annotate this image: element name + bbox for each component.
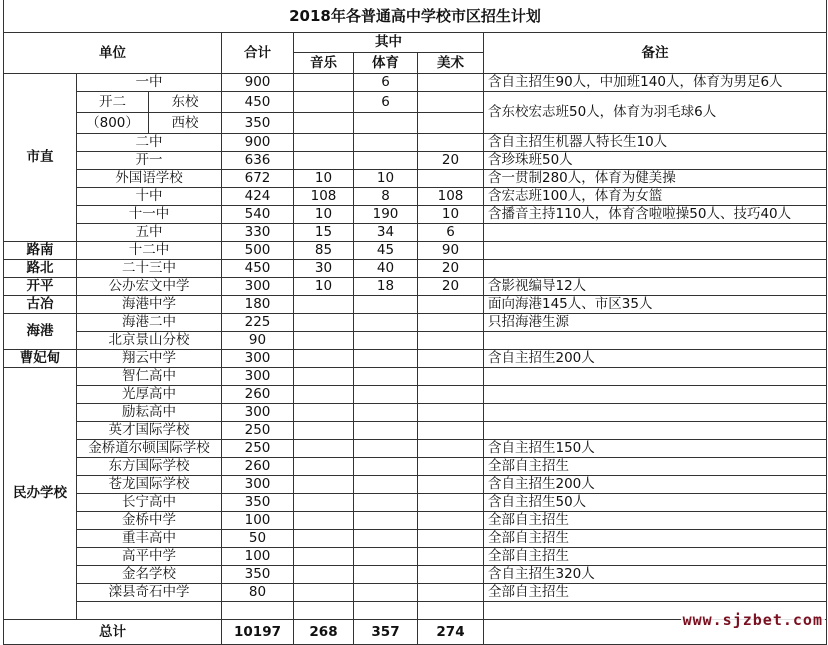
art-cell: 90 (418, 242, 484, 260)
art-cell (418, 296, 484, 314)
sports-cell (354, 458, 418, 476)
total-cell: 300 (222, 368, 294, 386)
note-cell: 含自主招生机器人特长生10人 (484, 134, 827, 152)
music-total: 268 (294, 620, 354, 645)
music-cell: 10 (294, 170, 354, 188)
music-cell (294, 368, 354, 386)
sports-cell (354, 548, 418, 566)
art-cell (418, 422, 484, 440)
sports-cell (354, 332, 418, 350)
note-cell: 全部自主招生 (484, 512, 827, 530)
sports-cell: 8 (354, 188, 418, 206)
music-cell (294, 74, 354, 92)
music-cell (294, 512, 354, 530)
sports-cell (354, 350, 418, 368)
art-cell (418, 494, 484, 512)
table-row (4, 224, 827, 242)
header-among: 其中 (294, 33, 484, 53)
music-cell (294, 92, 354, 113)
sports-cell (354, 386, 418, 404)
note-cell (484, 422, 827, 440)
total-cell: 500 (222, 242, 294, 260)
group-kaiping: 开平 (4, 278, 77, 296)
note-cell: 含一贯制280人，体育为健美操 (484, 170, 827, 188)
group-lunan: 路南 (4, 242, 77, 260)
school-name: 高平中学 (77, 548, 222, 566)
total-cell: 225 (222, 314, 294, 332)
music-cell (294, 566, 354, 584)
table-row (4, 260, 827, 278)
school-name: 东方国际学校 (77, 458, 222, 476)
sports-cell: 45 (354, 242, 418, 260)
school-name: 长宁高中 (77, 494, 222, 512)
school-name: 光厚高中 (77, 386, 222, 404)
music-cell (294, 314, 354, 332)
music-cell (294, 440, 354, 458)
art-cell: 20 (418, 278, 484, 296)
music-cell: 15 (294, 224, 354, 242)
art-cell (418, 74, 484, 92)
music-cell (294, 404, 354, 422)
art-cell (418, 368, 484, 386)
note-cell: 含自主招生200人 (484, 476, 827, 494)
total-cell: 350 (222, 494, 294, 512)
note-cell: 含宏志班100人，体育为女篮 (484, 188, 827, 206)
total-cell (222, 602, 294, 620)
school-name: 翔云中学 (77, 350, 222, 368)
note-cell (484, 368, 827, 386)
note-cell: 全部自主招生 (484, 584, 827, 602)
sports-cell (354, 494, 418, 512)
school-name: 滦县奇石中学 (77, 584, 222, 602)
header-remarks: 备注 (484, 33, 827, 74)
art-cell (418, 332, 484, 350)
art-cell (418, 314, 484, 332)
music-cell (294, 584, 354, 602)
school-name: 二中 (77, 134, 222, 152)
music-cell (294, 296, 354, 314)
header-art: 美术 (418, 53, 484, 74)
header-total: 合计 (222, 33, 294, 74)
sports-cell (354, 134, 418, 152)
table-row (4, 170, 827, 188)
art-cell (418, 548, 484, 566)
total-cell: 260 (222, 458, 294, 476)
grand-total: 10197 (222, 620, 294, 645)
total-cell: 300 (222, 404, 294, 422)
table-row (4, 404, 827, 422)
table-row (4, 92, 827, 113)
sports-total: 357 (354, 620, 418, 645)
table-row (4, 314, 827, 332)
school-name: 开一 (77, 152, 222, 170)
group-shizhi: 市直 (4, 74, 77, 242)
art-cell (418, 566, 484, 584)
group-caofeidian: 曹妃甸 (4, 350, 77, 368)
school-name: 金名学校 (77, 566, 222, 584)
note-cell: 含自主招生320人 (484, 566, 827, 584)
music-cell (294, 332, 354, 350)
total-cell: 450 (222, 92, 294, 113)
sports-cell (354, 296, 418, 314)
school-name: 五中 (77, 224, 222, 242)
table-row (4, 134, 827, 152)
note-cell: 含影视编导12人 (484, 278, 827, 296)
note-cell: 含自主招生200人 (484, 350, 827, 368)
sports-cell (354, 113, 418, 134)
note-cell: 全部自主招生 (484, 530, 827, 548)
header-music: 音乐 (294, 53, 354, 74)
sports-cell: 40 (354, 260, 418, 278)
art-cell: 6 (418, 224, 484, 242)
total-cell: 300 (222, 278, 294, 296)
art-cell (418, 530, 484, 548)
table-row (4, 242, 827, 260)
total-cell: 260 (222, 386, 294, 404)
sports-cell (354, 314, 418, 332)
group-lubei: 路北 (4, 260, 77, 278)
sports-cell (354, 584, 418, 602)
art-cell (418, 134, 484, 152)
music-cell: 10 (294, 206, 354, 224)
sports-cell: 10 (354, 170, 418, 188)
sports-cell: 190 (354, 206, 418, 224)
music-cell (294, 548, 354, 566)
table-row (4, 386, 827, 404)
music-cell (294, 458, 354, 476)
note-cell: 含珍珠班50人 (484, 152, 827, 170)
music-cell: 108 (294, 188, 354, 206)
music-cell (294, 113, 354, 134)
sports-cell (354, 602, 418, 620)
school-name: 公办宏文中学 (77, 278, 222, 296)
school-name: 苍龙国际学校 (77, 476, 222, 494)
school-name: 十中 (77, 188, 222, 206)
table-row (4, 278, 827, 296)
sports-cell (354, 512, 418, 530)
music-cell (294, 422, 354, 440)
school-name: 一中 (77, 74, 222, 92)
header-unit: 单位 (4, 33, 222, 74)
art-cell: 108 (418, 188, 484, 206)
note-cell: 含自主招生90人，中加班140人，体育为男足6人 (484, 74, 827, 92)
total-cell: 900 (222, 134, 294, 152)
total-cell: 250 (222, 422, 294, 440)
school-name (77, 602, 222, 620)
enrollment-table (3, 0, 827, 645)
school-name: 十二中 (77, 242, 222, 260)
school-name: 海港二中 (77, 314, 222, 332)
art-cell (418, 386, 484, 404)
art-cell (418, 602, 484, 620)
note-cell (484, 260, 827, 278)
total-cell: 250 (222, 440, 294, 458)
table-row (4, 584, 827, 602)
table-row (4, 494, 827, 512)
table-title: 2018年各普通高中学校市区招生计划 (4, 0, 827, 33)
note-cell: 含自主招生50人 (484, 494, 827, 512)
total-cell: 100 (222, 512, 294, 530)
table-row (4, 512, 827, 530)
table-row (4, 440, 827, 458)
note-cell (484, 242, 827, 260)
table-row (4, 530, 827, 548)
art-cell: 20 (418, 260, 484, 278)
music-cell: 85 (294, 242, 354, 260)
total-cell: 900 (222, 74, 294, 92)
total-label: 总计 (4, 620, 222, 645)
group-minban: 民办学校 (4, 368, 77, 620)
note-cell: 全部自主招生 (484, 548, 827, 566)
site-watermark: www.sjzbet.com (682, 611, 823, 629)
art-cell (418, 404, 484, 422)
school-name: 开二 (77, 92, 149, 113)
art-cell (418, 92, 484, 113)
table-row (4, 350, 827, 368)
sports-cell (354, 404, 418, 422)
art-total: 274 (418, 620, 484, 645)
sports-cell (354, 368, 418, 386)
note-cell (484, 224, 827, 242)
school-name: 智仁高中 (77, 368, 222, 386)
art-cell (418, 440, 484, 458)
total-cell: 540 (222, 206, 294, 224)
art-cell: 20 (418, 152, 484, 170)
note-cell: 只招海港生源 (484, 314, 827, 332)
art-cell: 10 (418, 206, 484, 224)
sports-cell (354, 476, 418, 494)
campus-name: 西校 (149, 113, 222, 134)
school-name: 海港中学 (77, 296, 222, 314)
school-name: 励耘高中 (77, 404, 222, 422)
table-row (4, 188, 827, 206)
group-haigang: 海港 (4, 314, 77, 350)
school-name: 北京景山分校 (77, 332, 222, 350)
total-cell: 300 (222, 350, 294, 368)
table-row (4, 548, 827, 566)
note-cell (484, 332, 827, 350)
note-cell: 含东校宏志班50人，体育为羽毛球6人 (484, 92, 827, 134)
header-sports: 体育 (354, 53, 418, 74)
music-cell (294, 152, 354, 170)
school-name: 金桥道尔顿国际学校 (77, 440, 222, 458)
total-cell: 350 (222, 113, 294, 134)
music-cell (294, 476, 354, 494)
school-name: 金桥中学 (77, 512, 222, 530)
sports-cell: 34 (354, 224, 418, 242)
sports-cell (354, 530, 418, 548)
sports-cell: 18 (354, 278, 418, 296)
table-row (4, 566, 827, 584)
sports-cell: 6 (354, 74, 418, 92)
art-cell (418, 512, 484, 530)
table-row (4, 296, 827, 314)
art-cell (418, 170, 484, 188)
note-cell: 含自主招生150人 (484, 440, 827, 458)
music-cell (294, 530, 354, 548)
art-cell (418, 113, 484, 134)
school-name: 英才国际学校 (77, 422, 222, 440)
total-cell: 450 (222, 260, 294, 278)
school-name: 十一中 (77, 206, 222, 224)
total-cell: 80 (222, 584, 294, 602)
total-cell: 672 (222, 170, 294, 188)
total-cell: 424 (222, 188, 294, 206)
table-row (4, 422, 827, 440)
music-cell (294, 134, 354, 152)
sports-cell (354, 566, 418, 584)
campus-name: 东校 (149, 92, 222, 113)
total-cell: 330 (222, 224, 294, 242)
music-cell (294, 494, 354, 512)
music-cell: 10 (294, 278, 354, 296)
table-row (4, 458, 827, 476)
table-row (4, 152, 827, 170)
sports-cell (354, 422, 418, 440)
table-row (4, 368, 827, 386)
art-cell (418, 584, 484, 602)
music-cell (294, 350, 354, 368)
sports-cell (354, 440, 418, 458)
sports-cell: 6 (354, 92, 418, 113)
note-cell: 全部自主招生 (484, 458, 827, 476)
note-cell (484, 386, 827, 404)
table-row (4, 206, 827, 224)
school-name: （800） (77, 113, 149, 134)
art-cell (418, 476, 484, 494)
school-name: 重丰高中 (77, 530, 222, 548)
art-cell (418, 458, 484, 476)
school-name: 外国语学校 (77, 170, 222, 188)
total-cell: 300 (222, 476, 294, 494)
total-cell: 350 (222, 566, 294, 584)
music-cell: 30 (294, 260, 354, 278)
total-cell: 100 (222, 548, 294, 566)
school-name: 二十三中 (77, 260, 222, 278)
total-cell: 180 (222, 296, 294, 314)
music-cell (294, 386, 354, 404)
music-cell (294, 602, 354, 620)
table-row (4, 332, 827, 350)
table-row (4, 74, 827, 92)
group-guye: 古冶 (4, 296, 77, 314)
total-cell: 50 (222, 530, 294, 548)
note-cell: 含播音主持110人，体育含啦啦操50人、技巧40人 (484, 206, 827, 224)
total-cell: 90 (222, 332, 294, 350)
note-cell: 面向海港145人、市区35人 (484, 296, 827, 314)
art-cell (418, 350, 484, 368)
note-cell (484, 404, 827, 422)
sports-cell (354, 152, 418, 170)
table-row (4, 476, 827, 494)
total-cell: 636 (222, 152, 294, 170)
